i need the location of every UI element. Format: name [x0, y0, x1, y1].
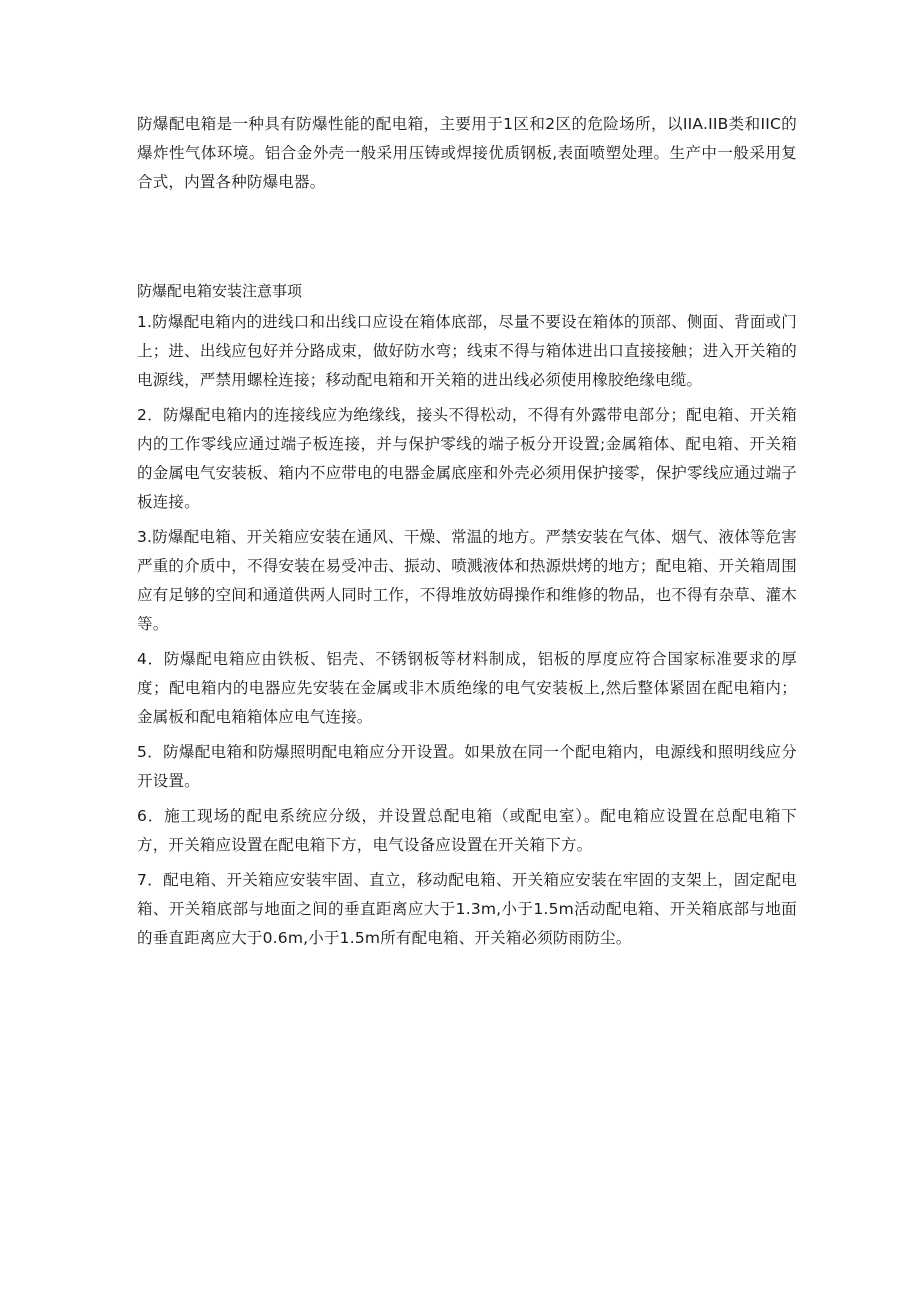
- list-item-7: 7．配电箱、开关箱应安装牢固、直立，移动配电箱、开关箱应安装在牢固的支架上，固定配电箱、开关箱底部与地面之间的垂直距离应大于1.3m,小于1.5m活动配电箱、开关箱底部与地面的垂直距离应大于0.6m,小于1.5m所有配电箱、开关箱必须防雨防尘。: [137, 871, 797, 947]
- list-item-3: 3.防爆配电箱、开关箱应安装在通风、干燥、常温的地方。严禁安装在气体、烟气、液体等危害严重的介质中，不得安装在易受冲击、振动、喷溅液体和热源烘烤的地方；配电箱、开关箱周围应有足够的空间和通道供两人同时工作，不得堆放妨碍操作和维修的物品，也不得有杂草、灌木等。: [137, 528, 797, 633]
- list-item-6: 6．施工现场的配电系统应分级，并设置总配电箱（或配电室）。配电箱应设置在总配电箱下方，开关箱应设置在配电箱下方，电气设备应设置在开关箱下方。: [137, 807, 797, 854]
- list-item-1: 1.防爆配电箱内的进线口和出线口应设在箱体底部，尽量不要设在箱体的顶部、侧面、背面或门上；进、出线应包好并分路成束，做好防水弯；线束不得与箱体进出口直接接触；进入开关箱的电源线，严禁用螺栓连接；移动配电箱和开关箱的进出线必须使用橡胶绝缘电缆。: [137, 313, 797, 389]
- list-item-5: 5．防爆配电箱和防爆照明配电箱应分开设置。如果放在同一个配电箱内，电源线和照明线应分开设置。: [137, 743, 797, 790]
- list-item-4: 4．防爆配电箱应由铁板、铝壳、不锈钢板等材料制成，铝板的厚度应符合国家标准要求的厚度；配电箱内的电器应先安装在金属或非木质绝缘的电气安装板上,然后整体紧固在配电箱内；金属板和配电箱箱体应电气连接。: [137, 650, 797, 726]
- section-title: 防爆配电箱安装注意事项: [137, 282, 303, 300]
- intro-paragraph: 防爆配电箱是一种具有防爆性能的配电箱，主要用于1区和2区的危险场所，以IIA.IIB类和IIC的爆炸性气体环境。铝合金外壳一般采用压铸或焊接优质钢板,表面喷塑处理。生产中一般采用复合式，内置各种防爆电器。: [137, 115, 797, 191]
- document-page: [137, 110, 797, 959]
- list-item-2: 2．防爆配电箱内的连接线应为绝缘线，接头不得松动，不得有外露带电部分；配电箱、开关箱内的工作零线应通过端子板连接，并与保护零线的端子板分开设置;金属箱体、配电箱、开关箱的金属电气安装板、箱内不应带电的电器金属底座和外壳必须用保护接零，保护零线应通过端子板连接。: [137, 406, 797, 511]
